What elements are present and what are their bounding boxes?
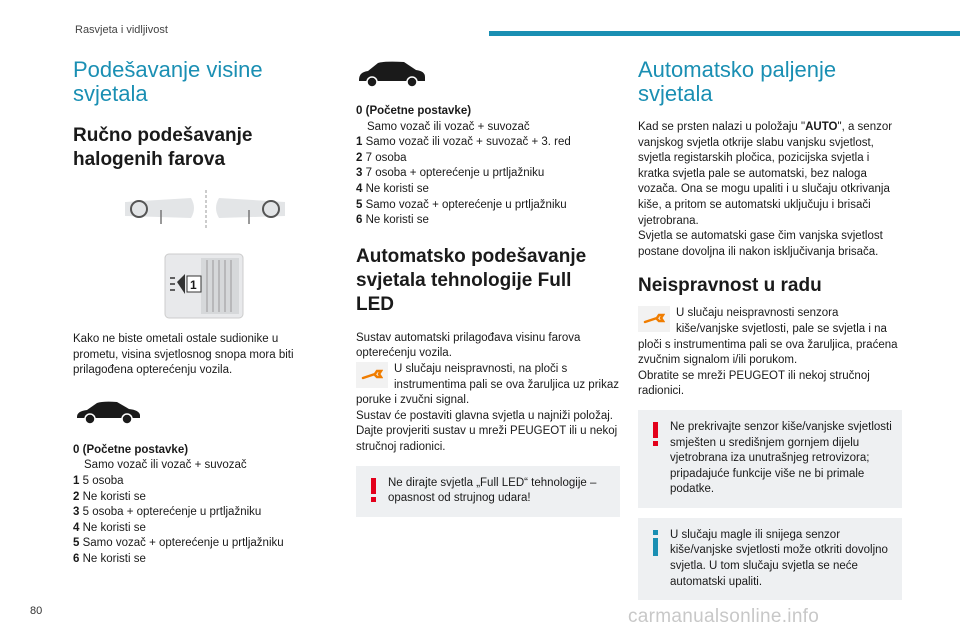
subtitle-malfunction: Neispravnost u radu [638, 275, 822, 297]
header-accent-bar [489, 31, 960, 36]
car-silhouette-icon [73, 399, 309, 425]
warning-exclamation-icon [653, 422, 658, 446]
info-box-fog-snow: U slučaju magle ili snijega senzor kiše/vanjske svjetlosti može otkriti dovoljno svjetla. U tom slučaju svjetla se neće automatski upaliti. [638, 518, 902, 600]
car-silhouette-7-seat-icon [356, 58, 620, 88]
list-item: 4 Ne koristi se [356, 182, 429, 195]
load-positions-list-7-seat [356, 104, 620, 229]
list-item-detail: Samo vozač ili vozač + suvozač [367, 120, 530, 133]
column-1 [73, 58, 309, 568]
load-positions-list-5-seat [73, 443, 309, 568]
page-number: 80 [30, 605, 43, 617]
list-item: 0 (Početne postavke) [356, 105, 472, 117]
section-title-headlamp-height: Podešavanje visine svjetala [73, 57, 263, 106]
paragraph-contact-network: Obratite se mreži PEUGEOT ili nekoj stručnoj radionici. [638, 369, 870, 398]
wrench-icon [638, 306, 670, 332]
list-item-detail: Samo vozač ili vozač + suvozač [84, 459, 247, 472]
paragraph-headlamp-purpose: Kako ne biste ometali ostale sudionike u prometu, visina svjetlosnog snopa mora biti prilagođena opterećenju vozila. [73, 333, 294, 377]
watermark: carmanualsonline.info [628, 606, 820, 627]
list-item: 6 Ne koristi se [73, 552, 146, 565]
headlamp-beam-illustration [73, 190, 309, 240]
dial-position-label: 1 [190, 278, 197, 292]
malfunction-paragraph: U slučaju neispravnosti senzora kiše/vanjske svjetlosti, pale se svjetla i na ploči s instrumentima pali se ova žaruljica, praćena zvučnim signalom i/ili porukom. [638, 307, 898, 367]
section-header: Rasvjeta i vidljivost [75, 24, 168, 36]
headlamp-dial-illustration [163, 252, 245, 320]
subtitle-full-led-automatic: Automatsko podešavanje svjetala tehnologije Full LED [356, 245, 587, 315]
subtitle-manual-adjustment: Ručno podešavanje halogenih farova [73, 125, 253, 170]
list-item: 5 Samo vozač + opterećenje u prtljažniku [73, 537, 284, 550]
list-item: 1 Samo vozač ili vozač + suvozač + 3. red [356, 136, 571, 149]
info-icon [653, 530, 658, 556]
warning-box-sensor: Ne prekrivajte senzor kiše/vanjske svjetlosti smješten u središnjem gornjem dijelu vjetrobrana iza unutrašnjeg retrovizora; pripadajuće funkcije više ne bi primale podatke. [638, 410, 902, 508]
column-3 [638, 58, 902, 600]
list-item: 3 5 osoba + opterećenje u prtljažniku [73, 506, 262, 519]
list-item: 3 7 osoba + opterećenje u prtljažniku [356, 167, 545, 180]
column-2 [356, 58, 620, 517]
fault-paragraph: U slučaju neispravnosti, na ploči s instrumentima pali se ova žaruljica uz prikaz poruke i zvučni signal. [356, 362, 619, 407]
warning-box-full-led: Ne dirajte svjetla „Full LED“ tehnologije – opasnost od strujnog udara! [356, 466, 620, 517]
list-item: 2 Ne koristi se [73, 490, 146, 503]
paragraph-check-network: Dajte provjeriti sustav u mreži PEUGEOT ili u nekoj stručnoj radionici. [356, 425, 618, 453]
list-item: 4 Ne koristi se [73, 521, 146, 534]
list-item: 1 5 osoba [73, 474, 124, 487]
warning-exclamation-icon [371, 478, 376, 502]
section-title-auto-lighting: Automatsko paljenje svjetala [638, 57, 837, 106]
paragraph-auto-off: Svjetla se automatski gase čim vanjska svjetlost postane dovoljna ili nakon isključivanja brisača. [638, 230, 883, 258]
list-item: 6 Ne koristi se [356, 214, 429, 227]
wrench-icon [356, 362, 388, 388]
list-item: 5 Samo vozač + opterećenje u prtljažniku [356, 198, 567, 211]
list-item: 0 (Početne postavke) [73, 443, 189, 456]
paragraph-full-led-intro: Sustav automatski prilagođava visinu farova opterećenju vozila. [356, 331, 581, 360]
list-item: 2 7 osoba [356, 151, 407, 164]
paragraph-lowest-position: Sustav će postaviti glavna svjetla u najniži položaj. [356, 409, 613, 422]
paragraph-auto-mode: Kad se prsten nalazi u položaju "AUTO", a senzor vanjskog svjetla otkrije slabu vanjsku svjetlost, svjetla registarskih pločica, pozicijska svjetla i kratka svjetla pale se automatski, bez naloga vozača. Ona se mogu upaliti i u slučaju otkrivanja kiše, a pritom se automatski uključuju i brisači vjetrobrana. [638, 121, 893, 227]
